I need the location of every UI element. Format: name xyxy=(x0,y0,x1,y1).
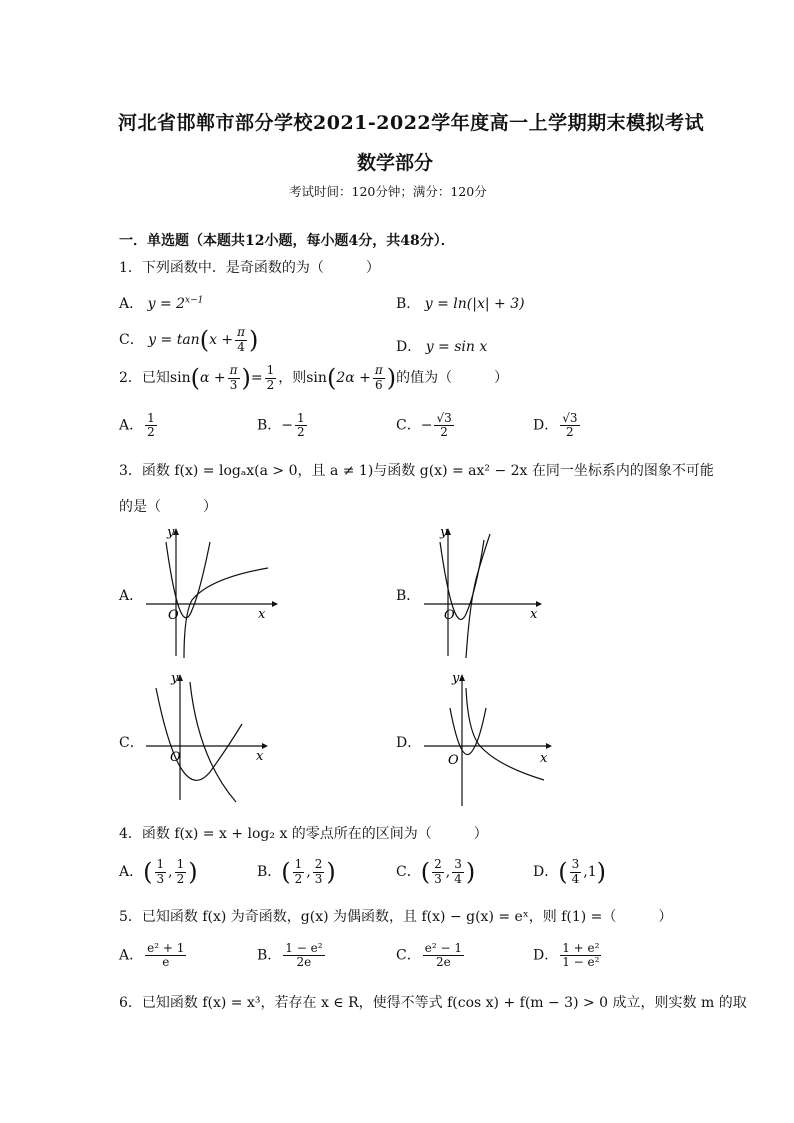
q4-a-n2: 1 xyxy=(176,857,185,872)
q5-option-b xyxy=(257,942,327,969)
y-label: y xyxy=(440,525,448,540)
q5-a-den: e xyxy=(162,955,170,970)
q2-b-den: 2 xyxy=(297,425,305,440)
q2-stem-mid3: 2α + xyxy=(336,370,371,386)
page-title: 河北省邯郸市部分学校2021-2022学年度高一上学期期末模拟考试 xyxy=(118,112,705,134)
q2-stem: 2．已知sin(α + $\frac{\pi}{3}$ )= $\frac{1}{2}$ ，则sin(2α + $\frac{\pi}{6}$ )的值为（ ） xyxy=(119,363,509,392)
q5-option-d xyxy=(533,942,603,969)
q2-d-den: 2 xyxy=(566,425,574,440)
x-arrow xyxy=(546,743,552,749)
q5-b-num: 1 − e² xyxy=(285,941,323,955)
parabola-curve xyxy=(156,688,242,780)
log-curve xyxy=(184,568,268,658)
q5-d-letter: D． xyxy=(533,947,559,964)
q3-option-d-letter: D． xyxy=(396,735,422,751)
q2-num3: π xyxy=(374,363,383,378)
q4-d-d1: 4 xyxy=(571,871,580,886)
q1-option-b xyxy=(396,293,525,313)
q2-stem-post: 的值为（ ） xyxy=(396,370,509,386)
q4-option-a: A．( $\frac{1}{3}$ , $\frac{1}{2}$ ) xyxy=(119,857,198,886)
y-label: y xyxy=(171,671,179,686)
q1-option-a xyxy=(119,293,203,313)
q4-a-d1: 3 xyxy=(156,871,165,886)
y-label: y xyxy=(452,671,460,686)
q2-option-b xyxy=(257,412,309,439)
q4-c-n1: 2 xyxy=(434,857,442,872)
q4-d-letter: D． xyxy=(533,864,559,880)
q2-c-den: 2 xyxy=(440,425,448,440)
q3-option-a-letter: A． xyxy=(119,588,144,604)
q5-c-num: e² − 1 xyxy=(424,941,462,955)
q1-b-expr: y = ln(|x| + 3) xyxy=(424,296,525,312)
q2-num2: 1 xyxy=(266,363,275,378)
q1-a-letter: A． xyxy=(119,296,144,312)
q5-c-letter: C． xyxy=(396,947,421,964)
section-heading: 一．单选题（本题共12小题，每小题4分，共48分）． xyxy=(119,233,455,249)
x-label: x xyxy=(530,607,538,622)
q1-c-num: π xyxy=(237,325,246,340)
q3-graph-b xyxy=(418,522,558,662)
q4-c-n2: 3 xyxy=(454,857,462,872)
q2-c-num: √3 xyxy=(436,411,452,425)
q4-c-d1: 3 xyxy=(434,871,442,886)
parabola-curve xyxy=(166,542,210,618)
q4-option-b: B．( $\frac{1}{2}$ , $\frac{2}{3}$ ) xyxy=(257,857,336,886)
origin-label: O xyxy=(168,608,179,623)
q4-c-letter: C． xyxy=(396,864,421,880)
q2-b-sign: − xyxy=(281,417,294,434)
q3-option-c-letter: C． xyxy=(119,735,144,751)
q2-den2: 2 xyxy=(266,377,275,392)
q2-d-num: √3 xyxy=(562,411,578,425)
q5-d-den: 1 − e² xyxy=(562,955,600,970)
q5-c-den: 2e xyxy=(435,955,451,970)
q4-c-d2: 4 xyxy=(454,871,462,886)
q1-b-letter: B． xyxy=(396,296,421,312)
q4-d-n1: 3 xyxy=(571,857,580,872)
q2-a-letter: A． xyxy=(119,417,144,434)
q1-option-d xyxy=(396,336,487,356)
q4-option-c: C．( $\frac{2}{3}$ , $\frac{3}{4}$ ) xyxy=(396,857,476,886)
y-arrow xyxy=(459,674,465,681)
q5-option-a xyxy=(119,942,188,969)
q1-c-letter: C． xyxy=(119,332,144,348)
q4-d-tail: ,1 xyxy=(583,864,597,880)
q4-b-n2: 2 xyxy=(314,857,323,872)
q5-stem: 5．已知函数 f(x) 为奇函数，g(x) 为偶函数，且 f(x) − g(x) = eˣ，则 f(1) =（ ） xyxy=(119,909,673,925)
q4-b-n1: 1 xyxy=(294,857,303,872)
x-label: x xyxy=(258,607,266,622)
q4-a-d2: 2 xyxy=(176,871,185,886)
log-curve xyxy=(466,534,490,658)
q4-b-d1: 2 xyxy=(294,871,303,886)
q3-graph-c xyxy=(140,668,280,808)
q1-stem: 1．下列函数中．是奇函数的为（ ） xyxy=(119,260,380,276)
q4-a-letter: A． xyxy=(119,864,144,880)
q5-d-num: 1 + e² xyxy=(562,941,600,955)
q2-option-d xyxy=(533,412,582,439)
q2-b-letter: B． xyxy=(257,417,282,434)
q6-stem: 6．已知函数 f(x) = x³，若存在 x ∈ R，使得不等式 f(cos x) + f(m − 3) > 0 成立，则实数 m 的取 xyxy=(119,995,747,1011)
q2-option-a xyxy=(119,412,159,439)
q1-d-letter: D． xyxy=(396,339,422,355)
q2-den3: 6 xyxy=(374,377,383,392)
q1-a-expr: y = 2 xyxy=(147,296,186,312)
y-label: y xyxy=(167,525,175,540)
q2-num1: π xyxy=(229,363,238,378)
q4-a-n1: 1 xyxy=(156,857,165,872)
q2-stem-mid2: ，则sin xyxy=(278,370,327,386)
log-curve xyxy=(190,682,236,802)
q4-b-letter: B． xyxy=(257,864,282,880)
q2-stem-mid1: α + xyxy=(199,370,226,386)
q1-c-pre: y = tan xyxy=(148,332,200,348)
q3-graph-d xyxy=(418,668,558,808)
origin-label: O xyxy=(444,608,455,623)
q5-a-num: e² + 1 xyxy=(147,941,185,955)
q2-a-num: 1 xyxy=(147,411,155,425)
q1-d-expr: y = sin x xyxy=(425,339,488,355)
q5-a-letter: A． xyxy=(119,947,144,964)
q3-stem-line2: 的是（ ） xyxy=(119,499,217,515)
q1-c-den: 4 xyxy=(237,339,245,354)
origin-label: O xyxy=(170,750,181,765)
exam-info: 考试时间：120分钟；满分：120分 xyxy=(289,184,487,199)
x-label: x xyxy=(540,751,548,766)
q5-option-c xyxy=(396,942,466,969)
x-label: x xyxy=(256,749,264,764)
q3-stem-line1: 3．函数 f(x) = logₐx(a > 0，且 a ≠ 1)与函数 g(x) = ax² − 2x 在同一坐标系内的图象不可能 xyxy=(119,463,714,479)
q3-graph-a xyxy=(140,522,280,662)
q4-option-d: D．( $\frac{3}{4}$ ,1) xyxy=(533,857,606,886)
q2-stem-pre: 2．已知sin xyxy=(119,370,191,386)
q1-c-x: x + xyxy=(209,332,234,348)
origin-label: O xyxy=(448,753,459,768)
log-curve xyxy=(466,688,544,780)
q1-a-sup: x−1 xyxy=(185,295,204,306)
q5-b-letter: B． xyxy=(257,947,282,964)
q2-c-letter: C． xyxy=(396,417,421,434)
q2-a-den: 2 xyxy=(147,425,155,440)
x-arrow xyxy=(272,601,278,607)
q2-d-letter: D． xyxy=(533,417,559,434)
q1-option-c: C． y = tan(x + $\frac{\pi}{4}$ ) xyxy=(119,325,259,354)
page-subtitle: 数学部分 xyxy=(357,152,434,174)
q2-eq: = xyxy=(250,370,263,386)
q4-b-d2: 3 xyxy=(314,871,323,886)
q2-den1: 3 xyxy=(229,377,238,392)
q4-stem: 4．函数 f(x) = x + log₂ x 的零点所在的区间为（ ） xyxy=(119,826,488,842)
q2-option-c xyxy=(396,412,456,439)
q2-b-num: 1 xyxy=(297,411,305,425)
q2-c-sign: − xyxy=(420,417,433,434)
q3-option-b-letter: B． xyxy=(396,588,421,604)
q5-b-den: 2e xyxy=(296,955,312,970)
